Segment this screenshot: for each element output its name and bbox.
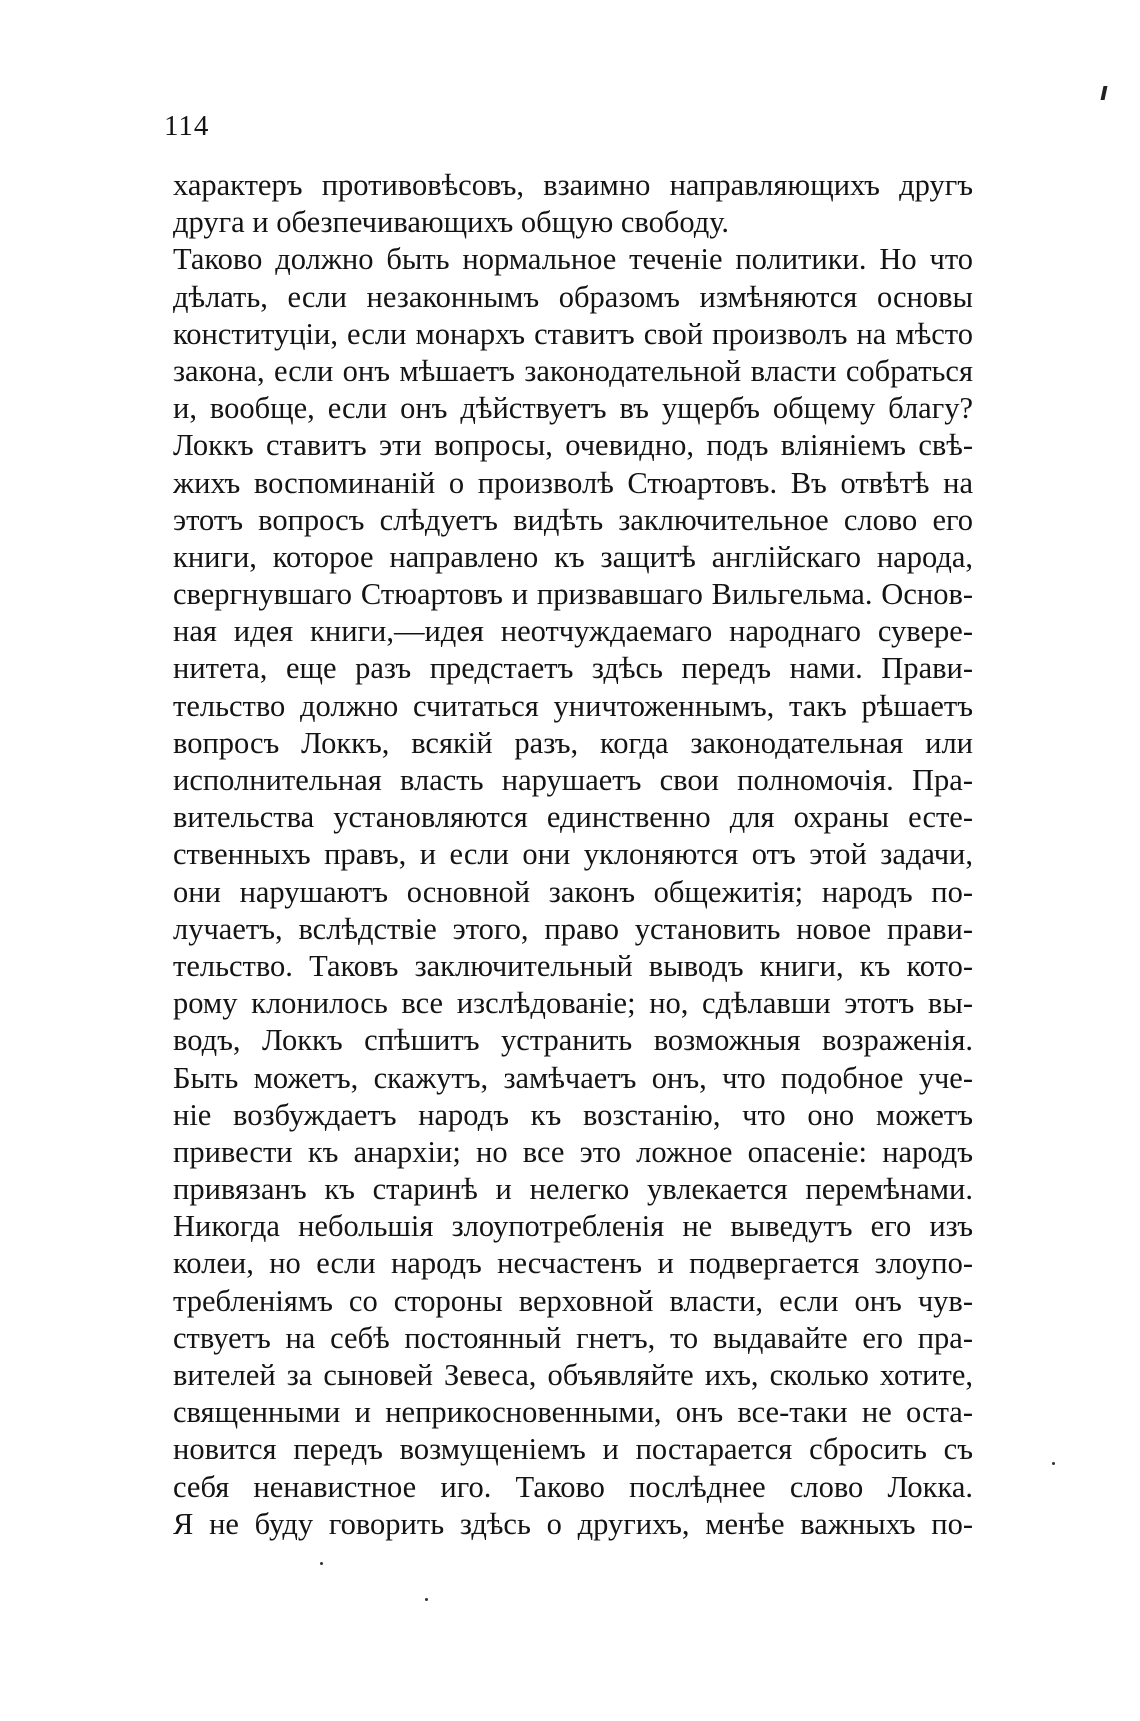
- text-line: священными и неприкосновенными, онъ все-таки не оста-: [173, 1395, 973, 1430]
- text-line: дѣлать, если незаконнымъ образомъ измѣняются основы: [173, 279, 973, 314]
- text-line: свергнувшаго Стюартовъ и призвавшаго Вильгельма. Основ-: [173, 577, 973, 612]
- paper-speck: [425, 1598, 428, 1601]
- text-line: колеи, но если народъ несчастенъ и подвергается злоупо-: [173, 1246, 973, 1281]
- text-line: Никогда небольшія злоупотребленія не выведутъ его изъ: [173, 1209, 973, 1244]
- text-line: водъ, Локкъ спѣшитъ устранить возможныя возраженія.: [173, 1023, 973, 1058]
- text-line: нитета, еще разъ предстаетъ здѣсь передъ нами. Прави-: [173, 651, 973, 686]
- text-line: ная идея книги,—идея неотчуждаемаго народнаго сувере-: [173, 614, 973, 649]
- text-line: они нарушаютъ основной законъ общежитія; народъ по-: [173, 874, 973, 909]
- text-line: книги, которое направлено къ защитѣ англійскаго народа,: [173, 539, 973, 574]
- text-line: ственныхъ правъ, и если они уклоняются отъ этой задачи,: [173, 837, 973, 872]
- text-line: Быть можетъ, скажутъ, замѣчаетъ онъ, что подобное уче-: [173, 1060, 973, 1095]
- text-line: конституціи, если монархъ ставитъ свой произволъ на мѣсто: [173, 316, 973, 351]
- text-line: себя ненавистное иго. Таково послѣднее слово Локка.: [173, 1469, 973, 1504]
- text-line: лучаетъ, вслѣдствіе этого, право установить новое прави-: [173, 911, 973, 946]
- text-line: Локкъ ставитъ эти вопросы, очевидно, подъ вліяніемъ свѣ-: [173, 428, 973, 463]
- text-line: вопросъ Локкъ, всякій разъ, когда законодательная или: [173, 725, 973, 760]
- text-line: привести къ анархіи; но все это ложное опасеніе: народъ: [173, 1134, 973, 1169]
- text-line: вительства установляются единственно для охраны есте-: [173, 800, 973, 835]
- text-line: тельство должно считаться уничтоженнымъ, такъ рѣшаетъ: [173, 688, 973, 723]
- text-line: жихъ воспоминаній о произволѣ Стюартовъ. Въ отвѣтѣ на: [173, 465, 973, 500]
- text-line: вителей за сыновей Зевеса, объявляйте ихъ, сколько хотите,: [173, 1358, 973, 1392]
- text-line: Таково должно быть нормальное теченіе политики. Но что: [173, 242, 973, 277]
- print-mark: [1101, 86, 1108, 100]
- body-text: [173, 167, 973, 1543]
- text-line: тельство. Таковъ заключительный выводъ книги, къ кото-: [173, 948, 973, 983]
- paper-speck: [1052, 1462, 1055, 1465]
- paper-speck: [320, 1562, 323, 1565]
- text-line: и, вообще, если онъ дѣйствуетъ въ ущербъ общему благу?: [173, 391, 973, 426]
- text-line: друга и обезпечивающихъ общую свободу.: [173, 205, 730, 240]
- text-line: привязанъ къ старинѣ и нелегко увлекается перемѣнами.: [173, 1172, 973, 1207]
- text-line: исполнительная власть нарушаетъ свои полномочія. Пра-: [173, 763, 973, 797]
- text-line: ствуетъ на себѣ постоянный гнетъ, то выдавайте его пра-: [173, 1320, 973, 1355]
- text-line: требленіямъ со стороны верховной власти, если онъ чув-: [173, 1283, 973, 1318]
- text-line: характеръ противовѣсовъ, взаимно направляющихъ другъ: [173, 168, 973, 202]
- page-number: 114: [164, 110, 210, 142]
- text-line: Я не буду говорить здѣсь о другихъ, менѣе важныхъ по-: [173, 1506, 973, 1541]
- text-line: этотъ вопросъ слѣдуетъ видѣть заключительное слово его: [173, 502, 973, 537]
- text-line: ніе возбуждаетъ народъ къ возстанію, что оно можетъ: [173, 1097, 973, 1132]
- text-line: рому клонилось все изслѣдованіе; но, сдѣлавши этотъ вы-: [173, 986, 973, 1021]
- text-line: закона, если онъ мѣшаетъ законодательной власти собраться: [173, 353, 973, 388]
- text-line: новится передъ возмущеніемъ и постарается сбросить съ: [173, 1432, 973, 1467]
